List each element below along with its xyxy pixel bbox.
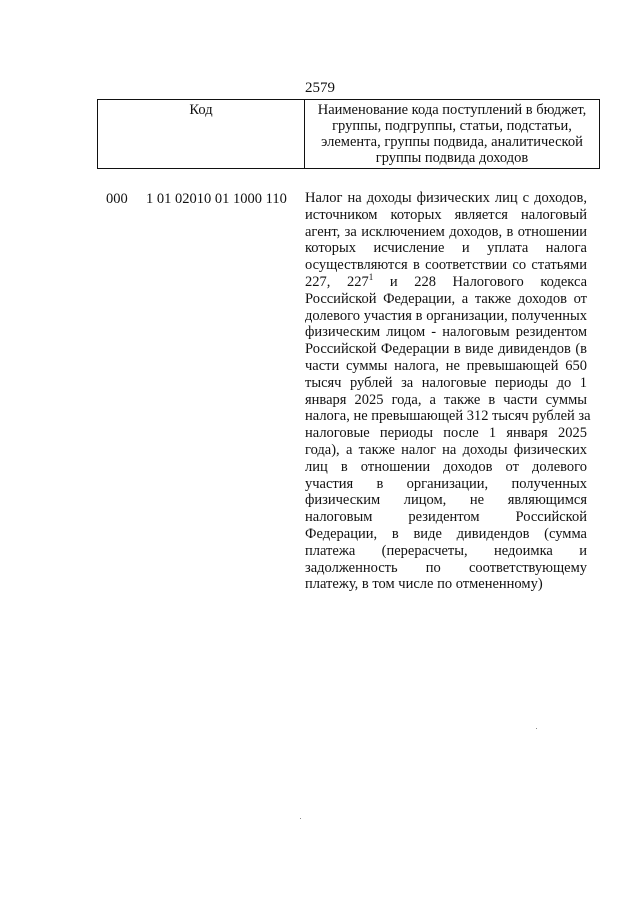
scan-speck [536,728,537,729]
description-line: Российской Федерации, а также доходов от [305,290,587,307]
description-line: физическим лицом - налоговым резидентом [305,324,587,341]
income-description [305,190,591,593]
header-row [98,100,600,169]
description-line: января 2025 года, а также в части суммы [305,391,587,408]
income-code: 1 01 02010 01 1000 110 [146,191,287,207]
description-line: тысяч рублей за налоговые периоды до 1 [305,374,587,391]
description-line-article [305,271,588,291]
description-line: налоговым резидентом Российской [305,509,587,526]
description-line: Российской Федерации в виде дивидендов (в [305,341,587,358]
superscript: 1 [368,271,374,282]
header-name-cell: Наименование кода поступлений в бюджет, группы, подгруппы, статьи, подстатьи, элемента, группы подвида, аналитической группы подвида доходов [305,100,600,169]
page-number: 2579 [305,80,335,96]
description-line: Налог на доходы физических лиц с доходов, [305,190,587,206]
description-line: платежа (перерасчеты, недоимка и [305,542,587,559]
admin-code: 000 [106,191,128,207]
description-line: года), а также налог на доходы физических [305,441,587,458]
description-line: платежу, в том числе по отмененному) [305,576,543,593]
description-line: агент, за исключением доходов, в отношении [305,223,587,240]
description-line: лиц в отношении доходов от долевого [305,458,587,475]
header-table [97,99,600,169]
description-line: участия в организации, полученных [305,475,587,492]
description-line: задолженность по соответствующему [305,559,587,576]
description-line: налоговые периоды после 1 января 2025 [305,425,587,442]
description-line: физическим лицом, не являющимся [305,492,587,509]
description-line: источником которых является налоговый [305,206,587,223]
scan-speck [300,818,301,819]
article-number: 227, 227 [305,273,369,290]
description-line: долевого участия в организации, полученных [305,307,587,324]
description-line: Федерации, в виде дивидендов (сумма [305,525,587,542]
description-line: которых исчисление и уплата налога [305,240,587,257]
article-tail: и 228 Налогового кодекса [373,273,588,290]
header-code-cell: Код [98,100,305,169]
description-line: осуществляются в соответствии со статьями [305,257,587,274]
description-line: части суммы налога, не превышающей 650 [305,357,587,374]
description-line: налога, не превышающей 312 тысяч рублей за [305,408,591,425]
